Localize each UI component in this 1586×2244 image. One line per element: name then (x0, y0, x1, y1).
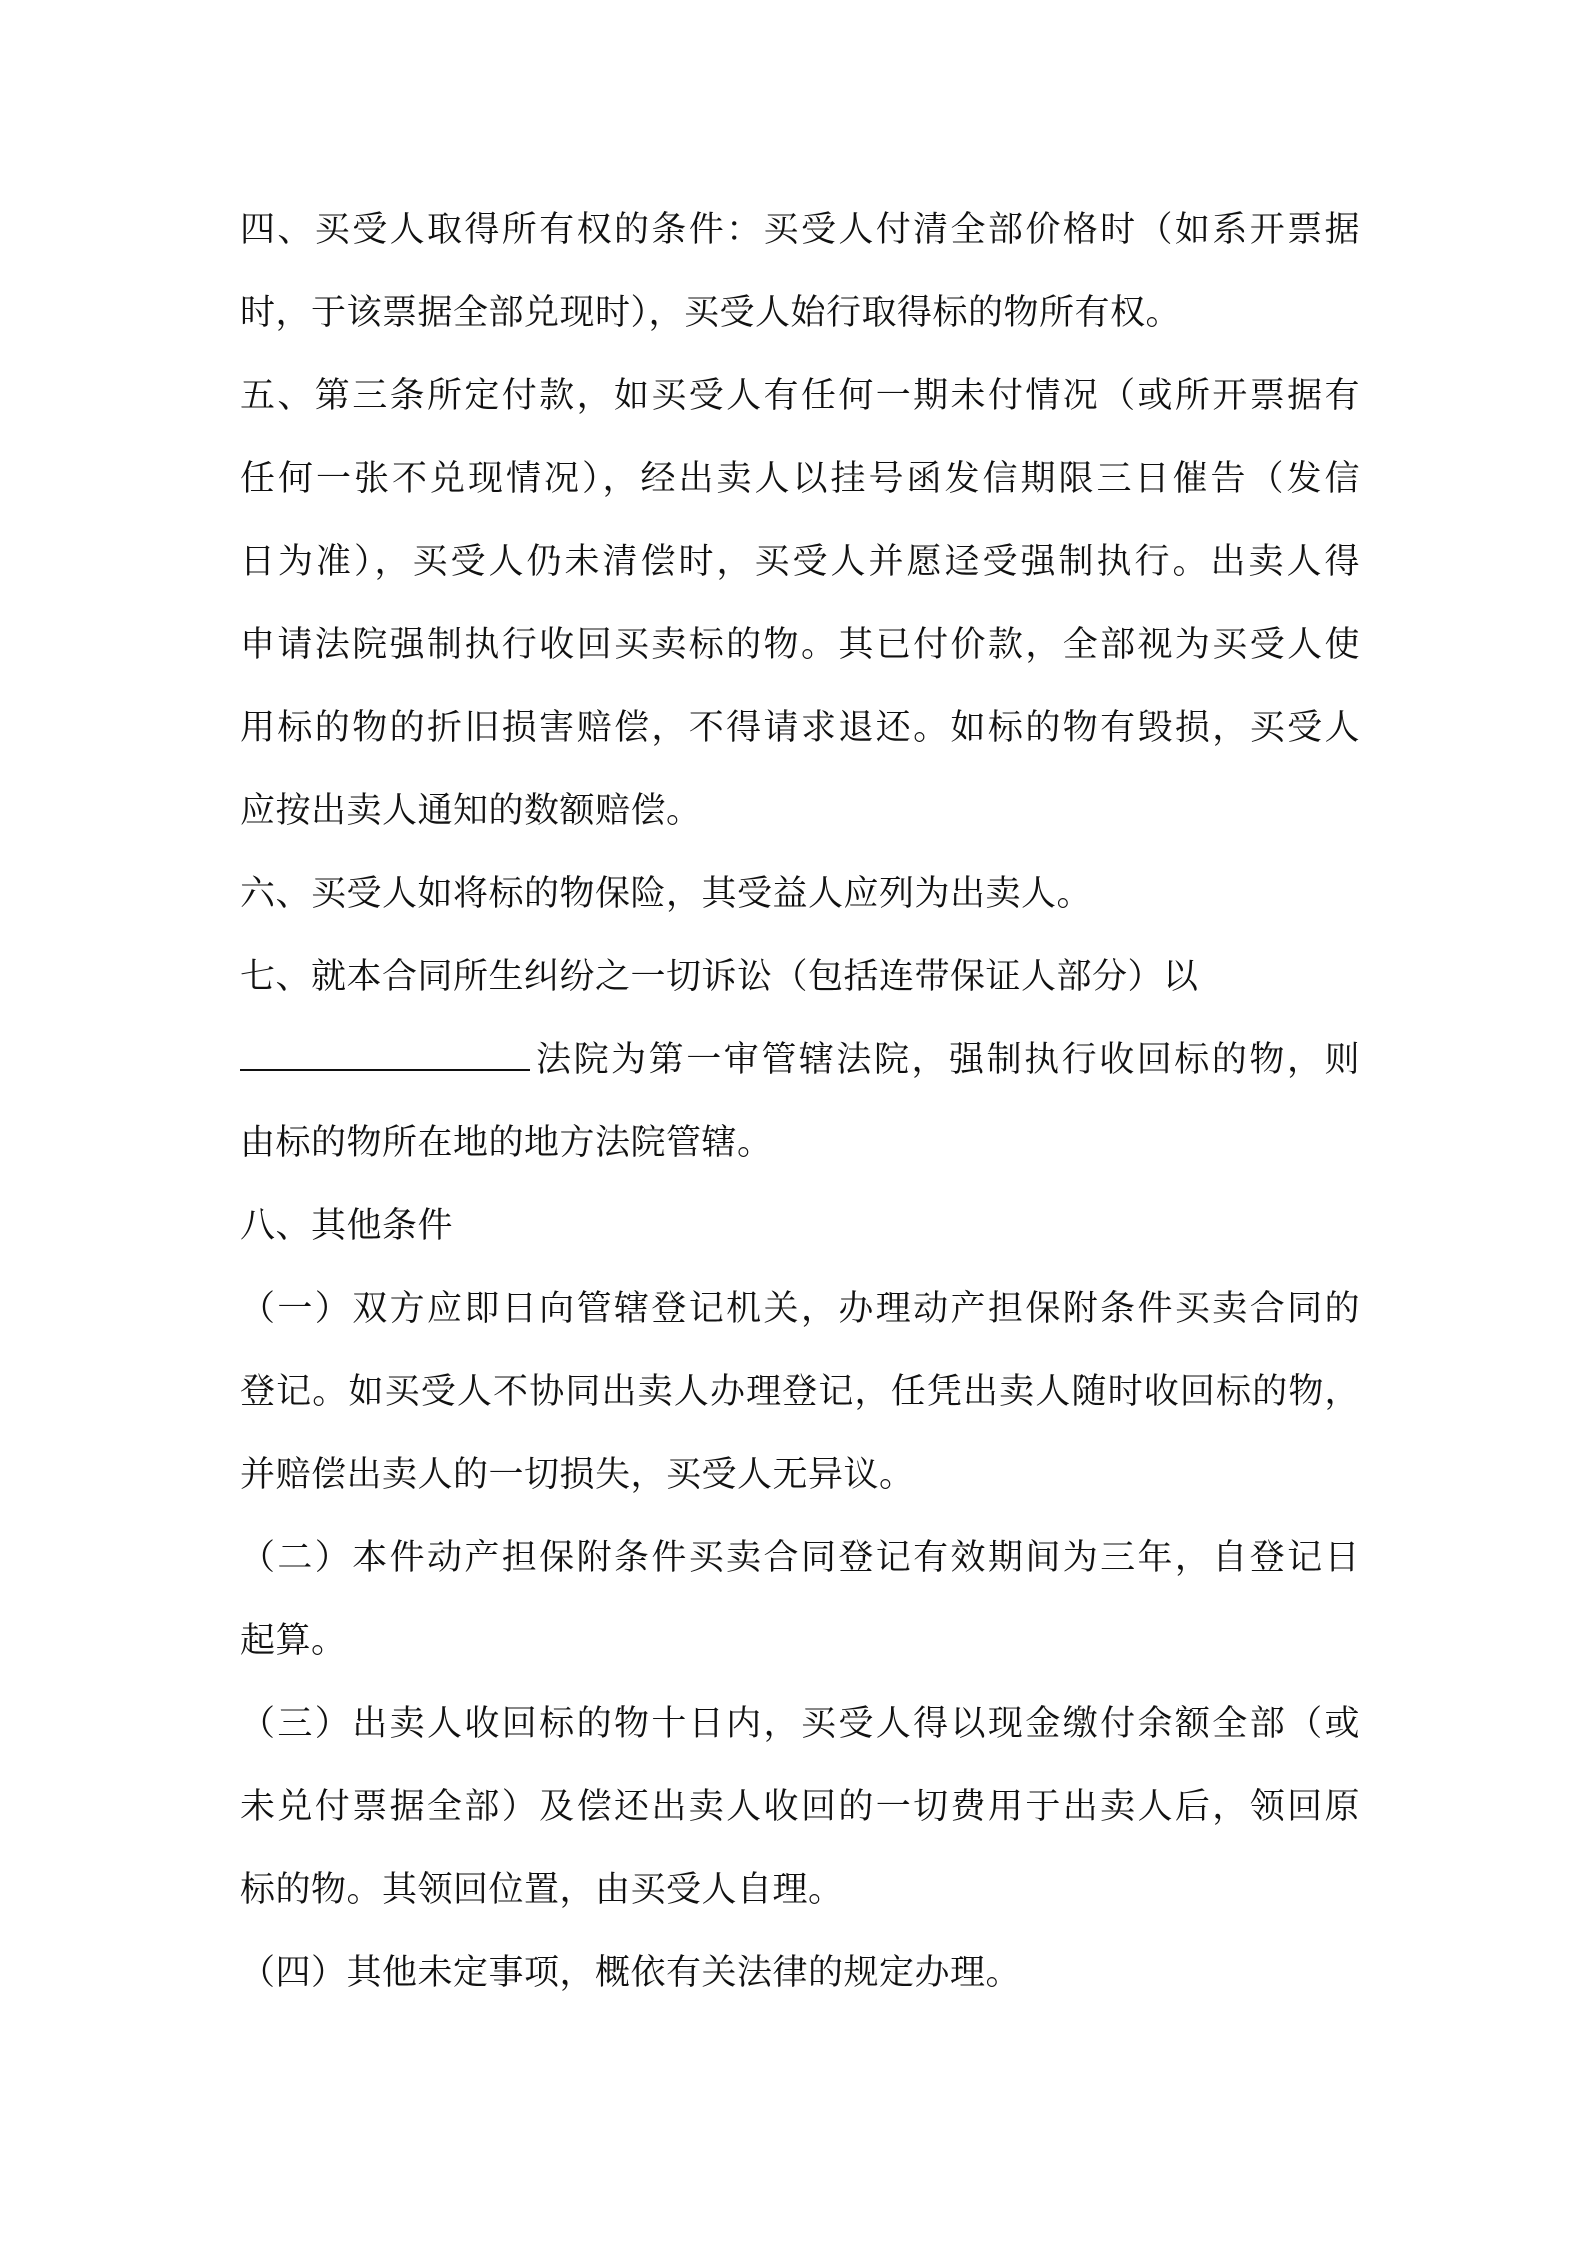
clause-7-line-1: 七、就本合同所生纠纷之一切诉讼（包括连带保证人部分）以 (240, 957, 1199, 997)
clause-8-3-line-3: 标的物。其领回位置，由买受人自理。 (240, 1870, 844, 1910)
clause-8-2-line-1: （二）本件动产担保附条件买卖合同登记有效期间为三年，自登记日 (240, 1538, 1360, 1578)
clause-6-line-1: 六、买受人如将标的物保险，其受益人应列为出卖人。 (240, 874, 1093, 914)
clause-5-line-1: 五、第三条所定付款，如买受人有任何一期未付情况（或所开票据有 (240, 376, 1360, 416)
clause-5-line-3: 日为准），买受人仍未清偿时，买受人并愿迳受强制执行。出卖人得 (240, 542, 1360, 582)
court-name-blank (240, 1035, 530, 1071)
clause-7-line-2 (240, 1035, 1360, 1085)
clause-7-line-2-text: 法院为第一审管辖法院，强制执行收回标的物，则 (534, 1040, 1360, 1080)
clause-8-heading: 八、其他条件 (240, 1206, 454, 1246)
clause-8-1-line-2: 登记。如买受人不协同出卖人办理登记，任凭出卖人随时收回标的物， (240, 1372, 1360, 1412)
clause-8-4-line-1: （四）其他未定事项，概依有关法律的规定办理。 (240, 1953, 1022, 1993)
clause-5-line-4: 申请法院强制执行收回买卖标的物。其已付价款，全部视为买受人使 (240, 625, 1360, 665)
clause-4-line-1: 四、买受人取得所有权的条件：买受人付清全部价格时（如系开票据 (240, 210, 1360, 250)
clause-8-3-line-1: （三）出卖人收回标的物十日内，买受人得以现金缴付余额全部（或 (240, 1704, 1360, 1744)
clause-8-3-line-2: 未兑付票据全部）及偿还出卖人收回的一切费用于出卖人后，领回原 (240, 1787, 1360, 1827)
clause-7-line-3: 由标的物所在地的地方法院管辖。 (240, 1123, 773, 1163)
clause-5-line-2: 任何一张不兑现情况），经出卖人以挂号函发信期限三日催告（发信 (240, 459, 1360, 499)
clause-8-2-line-2: 起算。 (240, 1621, 347, 1661)
clause-8-1-line-1: （一）双方应即日向管辖登记机关，办理动产担保附条件买卖合同的 (240, 1289, 1360, 1329)
clause-5-line-5: 用标的物的折旧损害赔偿，不得请求退还。如标的物有毁损，买受人 (240, 708, 1360, 748)
clause-8-1-line-3: 并赔偿出卖人的一切损失，买受人无异议。 (240, 1455, 915, 1495)
clause-5-line-6: 应按出卖人通知的数额赔偿。 (240, 791, 702, 831)
clause-4-line-2: 时，于该票据全部兑现时），买受人始行取得标的物所有权。 (240, 293, 1182, 333)
